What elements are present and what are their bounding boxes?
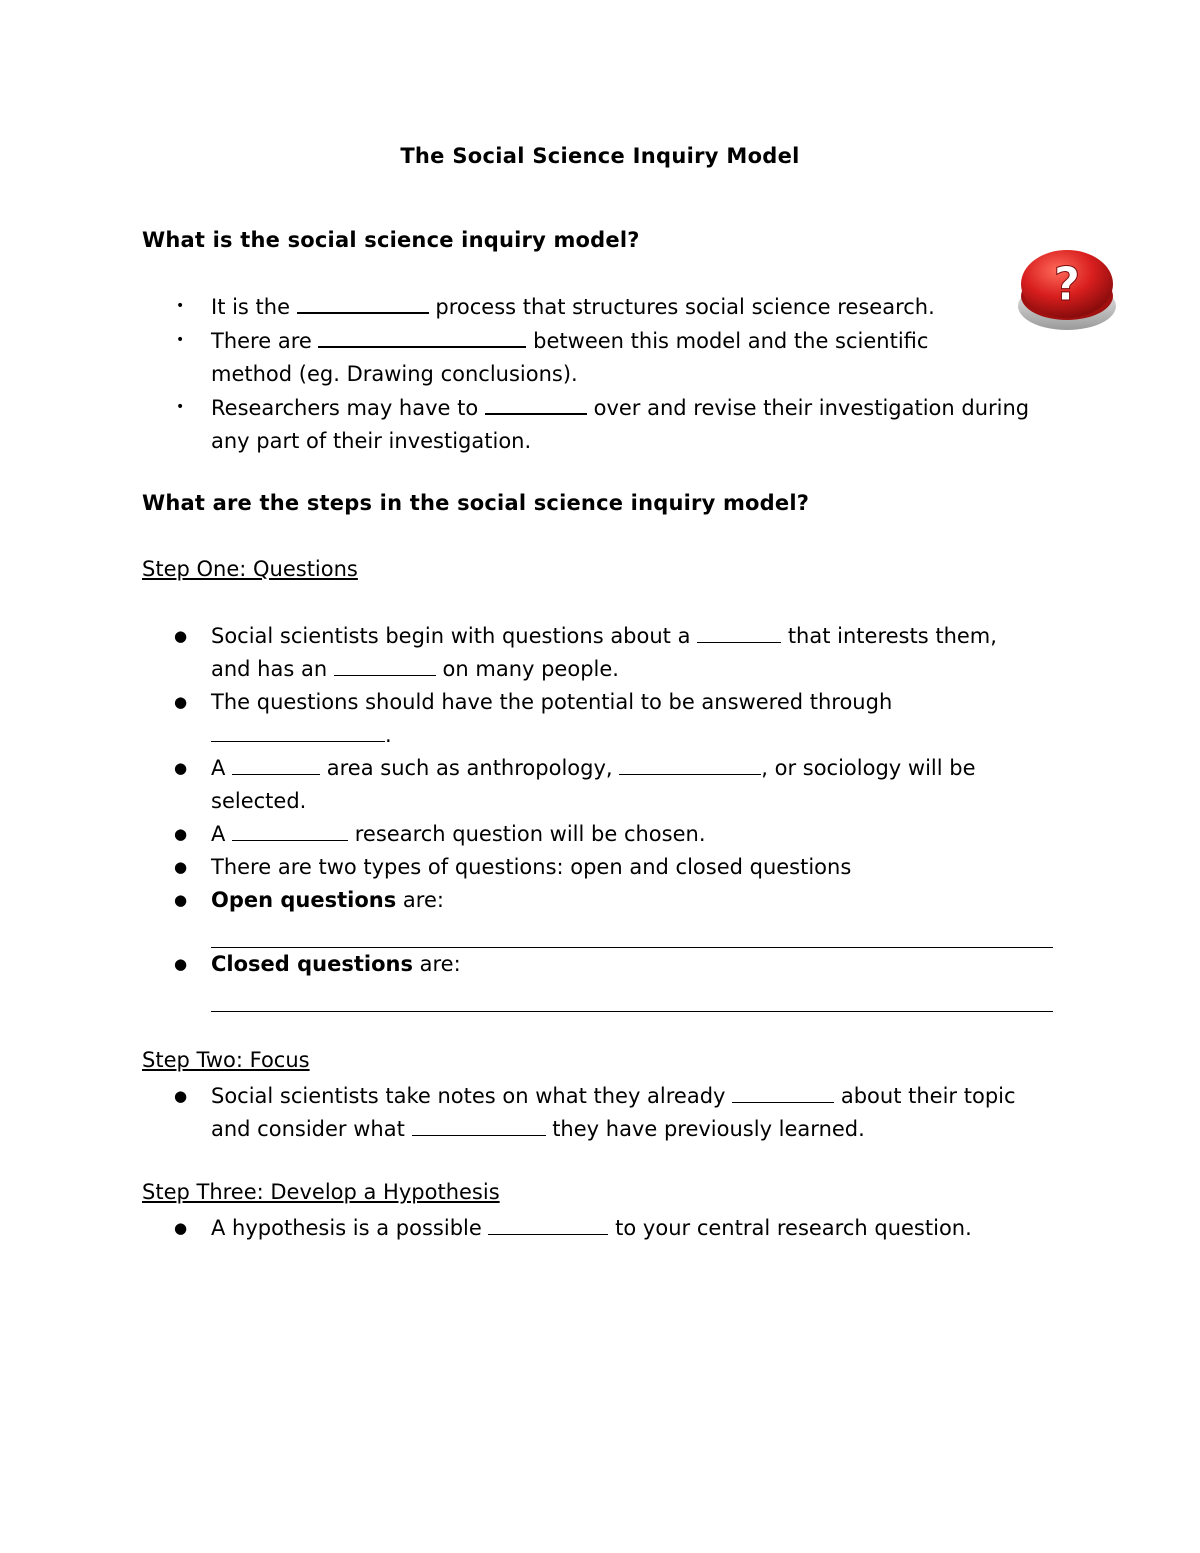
list-item: ● Open questions are: [174,884,1074,948]
blank-line[interactable] [232,752,320,775]
section-heading-steps: What are the steps in the social science inquiry model? [142,491,810,515]
blank-line[interactable] [412,1113,546,1136]
list-item: • Researchers may have to over and revise their investigation during any part of their investigation. [174,391,1074,458]
list-item: • There are between this model and the scientific method (eg. Drawing conclusions). [174,324,1074,391]
blank-line[interactable] [488,1212,608,1235]
step-three-list [174,1212,1074,1245]
answer-line[interactable] [211,981,1053,1012]
list-item: ● A hypothesis is a possible to your central research question. [174,1212,1074,1245]
q1-list [174,290,1074,458]
list-item: ● The questions should have the potential to be answered through . [174,686,1074,752]
page-title: The Social Science Inquiry Model [400,144,800,168]
blank-line[interactable] [334,653,436,676]
list-item: ● A area such as anthropology, , or sociology will be selected. [174,752,1074,818]
step-two-heading: Step Two: Focus [142,1048,310,1072]
blank-line[interactable] [318,324,526,348]
blank-line[interactable] [732,1080,834,1103]
svg-text:?: ? [1053,257,1081,311]
list-item: • It is the process that structures social science research. [174,290,1074,324]
list-item: ● Social scientists take notes on what they already about their topic and consider what they have previously learned. [174,1080,1074,1146]
blank-line[interactable] [297,290,429,314]
list-item: ● A research question will be chosen. [174,818,1074,851]
blank-line[interactable] [697,620,781,643]
list-item: ● There are two types of questions: open and closed questions [174,851,1074,884]
list-item: ● Closed questions are: [174,948,1074,1012]
blank-line[interactable] [232,818,348,841]
blank-line[interactable] [619,752,761,775]
step-one-list [174,620,1074,1012]
step-one-heading: Step One: Questions [142,557,358,581]
step-two-list [174,1080,1074,1146]
blank-line[interactable] [211,719,385,742]
section-heading-what-is: What is the social science inquiry model? [142,228,640,252]
list-item: ● Social scientists begin with questions about a that interests them, and has an on many people. [174,620,1074,686]
blank-line[interactable] [485,391,587,415]
answer-line[interactable] [211,917,1053,948]
step-three-heading: Step Three: Develop a Hypothesis [142,1180,500,1204]
